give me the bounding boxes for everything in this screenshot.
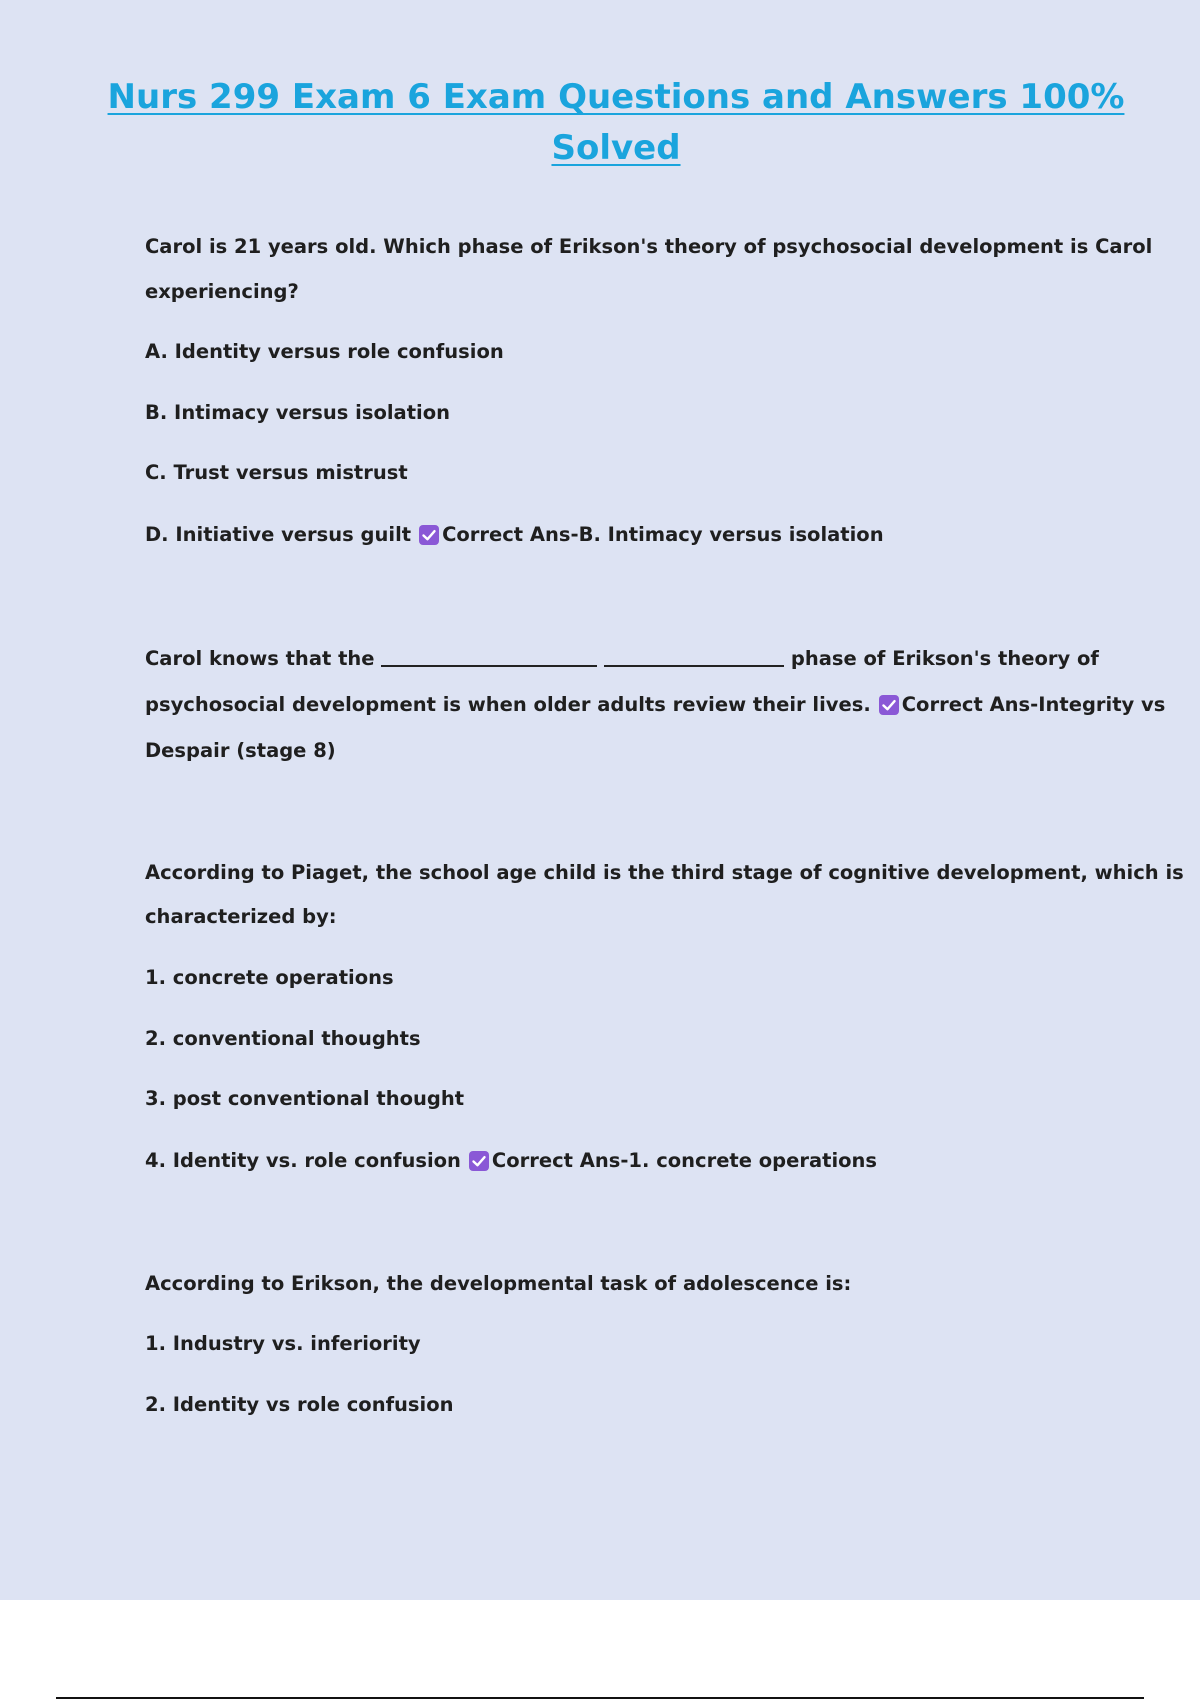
question-1-option-a: A. Identity versus role confusion (145, 340, 504, 363)
question-1-option-b: B. Intimacy versus isolation (145, 401, 450, 424)
checkbox-check-icon (419, 525, 439, 545)
question-3-option-1: 1. concrete operations (145, 966, 394, 989)
fill-in-blank-1 (381, 647, 597, 667)
question-3-text-line-1: According to Piaget, the school age child is the third stage of cognitive development, which is (145, 861, 1184, 884)
fill-in-blank-2 (604, 647, 784, 667)
question-3-text-line-2: characterized by: (145, 905, 337, 928)
question-3-answer: Correct Ans-1. concrete operations (491, 1149, 878, 1172)
question-2-answer-part-2: Despair (stage 8) (145, 739, 336, 762)
footer-divider (56, 1697, 1144, 1699)
checkbox-check-icon (469, 1151, 489, 1171)
question-4-option-1: 1. Industry vs. inferiority (145, 1332, 421, 1355)
document-title (0, 72, 1200, 174)
question-3-option-2: 2. conventional thoughts (145, 1027, 421, 1050)
question-1-option-c: C. Trust versus mistrust (145, 461, 408, 484)
question-3-option-3: 3. post conventional thought (145, 1087, 465, 1110)
question-2-text-line-2 (145, 691, 1166, 719)
question-1-option-d-line (145, 521, 1080, 549)
question-1-text-line-2: experiencing? (145, 280, 299, 303)
question-4-option-2: 2. Identity vs role confusion (145, 1393, 454, 1416)
question-1-text-line-1: Carol is 21 years old. Which phase of Erikson's theory of psychosocial development is Carol (145, 235, 1153, 258)
question-3-option-4-line (145, 1147, 1080, 1175)
document-title-line-1: Nurs 299 Exam 6 Exam Questions and Answers 100% (107, 77, 1125, 117)
checkbox-check-icon (879, 695, 899, 715)
question-2-answer-part-1: Correct Ans-Integrity vs (901, 693, 1166, 716)
question-2-text-start: Carol knows that the (145, 647, 375, 670)
question-4-text-line-1: According to Erikson, the developmental task of adolescence is: (145, 1272, 852, 1295)
question-2-text: psychosocial development is when older adults review their lives. (145, 693, 871, 716)
question-1-answer: Correct Ans-B. Intimacy versus isolation (442, 523, 884, 546)
question-3-option-4: 4. Identity vs. role confusion (145, 1149, 461, 1172)
document-title-line-2: Solved (551, 128, 681, 168)
question-2-text-line-1 (145, 645, 1099, 673)
page-footer-area (0, 1600, 1200, 1700)
question-2-text-end: phase of Erikson's theory of (790, 647, 1099, 670)
question-1-option-d: D. Initiative versus guilt (145, 523, 412, 546)
